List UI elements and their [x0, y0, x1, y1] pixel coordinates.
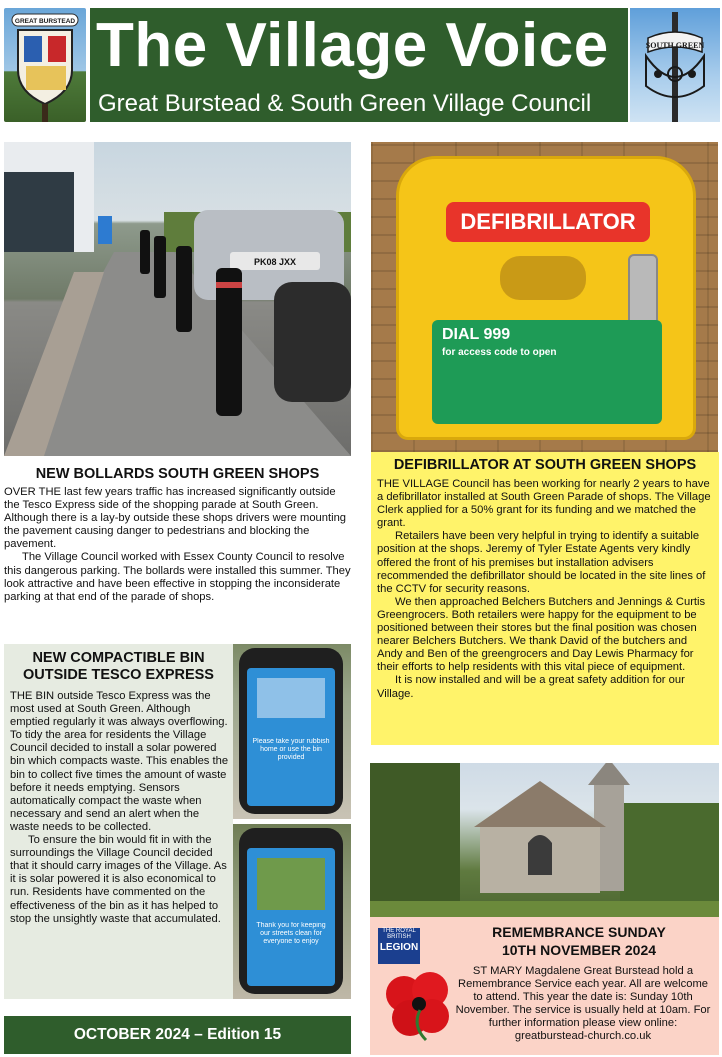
- number-plate: PK08 JXX: [253, 257, 297, 267]
- bin-photo-front: [233, 644, 351, 819]
- bollards-article: [4, 458, 351, 633]
- remembrance-heading-line2: 10TH NOVEMBER 2024: [501, 942, 657, 958]
- newsletter-title: The Village Voice: [96, 11, 609, 80]
- crest-right-label: SOUTH GREEN: [645, 41, 705, 50]
- dial-999-text: DIAL 999: [442, 326, 511, 343]
- south-green-sign-image: [630, 8, 720, 122]
- bollards-body: [4, 486, 351, 604]
- defibrillator-paragraph: Retailers have been very helpful in trying to identify a suitable position at the shops. Jeremy of Tyler Estate Agents very kindly offered the front of his premises but installation advisers recommended the defibrillator should be located in the site lines of the CCTV for security reasons.: [377, 530, 706, 595]
- poppy-icon: [382, 966, 454, 1042]
- bin-body: [10, 690, 230, 926]
- bollards-heading: NEW BOLLARDS SOUTH GREEN SHOPS: [35, 466, 320, 482]
- masthead: [90, 8, 628, 122]
- access-code-text: for access code to open: [442, 347, 557, 358]
- bin-photo-side: [233, 824, 351, 999]
- edition-footer: OCTOBER 2024 – Edition 15: [4, 1016, 351, 1054]
- defibrillator-body: [377, 478, 715, 701]
- royal-british-legion-logo: [378, 928, 420, 964]
- defibrillator-heading: DEFIBRILLATOR AT SOUTH GREEN SHOPS: [393, 457, 697, 473]
- remembrance-heading: [444, 923, 714, 959]
- bin-paragraph: THE BIN outside Tesco Express was the most used at South Green. Although emptied regularly it was always overflowing. To tidy the area for residents the Village Council decided to install a solar powered bin which compacts waste. This enables the bin to collect five times the amount of waste before it needs emptying. Sensors automatically compact the waste when necessary and send an alert when the waste needs to be collected.: [10, 690, 229, 833]
- legion-logo-small-text: THE ROYAL BRITISH: [382, 928, 416, 940]
- bollards-paragraph: OVER THE last few years traffic has increased significantly outside the Tesco Express side of the shopping parade at South Green. Although there is a lay-by outside these shops drivers were mounting the pavement causing danger to pedestrians and blocking the pavement.: [4, 486, 347, 551]
- remembrance-heading-line1: REMEMBRANCE SUNDAY: [492, 924, 666, 940]
- bin-paragraph: To ensure the bin would fit in with the surroundings the Village Council decided that it should carry images of the Village. As it is solar powered it is also economical to run. Residents have commented on the effectiveness of the bin as it has helped to stop the unsightly waste that accumulated.: [10, 834, 227, 925]
- defibrillator-article: [371, 452, 719, 745]
- compactible-bin-article: [4, 644, 233, 999]
- great-burstead-crest-image: [4, 8, 86, 122]
- church-photo: [370, 763, 719, 917]
- remembrance-body: ST MARY Magdalene Great Burstead hold a Remembrance Service each year. All are welcome to attend. This year the date is: Sunday 10th November. The service is usually held at 10am. For further information please view online: greatburstead-church.co.uk: [455, 965, 711, 1043]
- defibrillator-paragraph: It is now installed and will be a great safety addition for our Village.: [377, 674, 685, 700]
- defibrillator-window: [500, 256, 586, 300]
- bin1-sign-text: Please take your rubbish home or use the bin provided: [252, 738, 330, 761]
- defibrillator-sign: DEFIBRILLATOR: [446, 202, 650, 242]
- newsletter-subtitle: Great Burstead & South Green Village Council: [98, 90, 592, 117]
- defibrillator-paragraph: We then approached Belchers Butchers and Jennings & Curtis Greengrocers. Both retailers were happy for the equipment to be positioned between their stores but the final position was chosen nearer Belchers Butchers. We thank David of the butchers and Andy and Ben of the greengrocers and Day Lewis Pharmacy for their efforts to help residents with this vital piece of equipment.: [377, 595, 706, 674]
- bin-heading: NEW COMPACTIBLE BIN OUTSIDE TESCO EXPRESS: [23, 650, 214, 683]
- bollards-paragraph: The Village Council worked with Essex County Council to resolve this dangerous parking. The bollards were installed this summer. They look attractive and have been effective in stopping the inconsiderate parking at that end of the parade of shops.: [4, 551, 351, 603]
- bin2-sign-text: Thank you for keeping our streets clean for everyone to enjoy: [256, 922, 326, 945]
- defibrillator-paragraph: THE VILLAGE Council has been working for nearly 2 years to have a defibrillator installed at South Green Parade of shops. The Village Clerk applied for a 50% grant for its funding and we matched the grant.: [377, 478, 711, 530]
- bollards-photo: [4, 142, 351, 456]
- crest-left-label: GREAT BURSTEAD: [14, 18, 76, 25]
- legion-logo-text: LEGION: [379, 942, 419, 953]
